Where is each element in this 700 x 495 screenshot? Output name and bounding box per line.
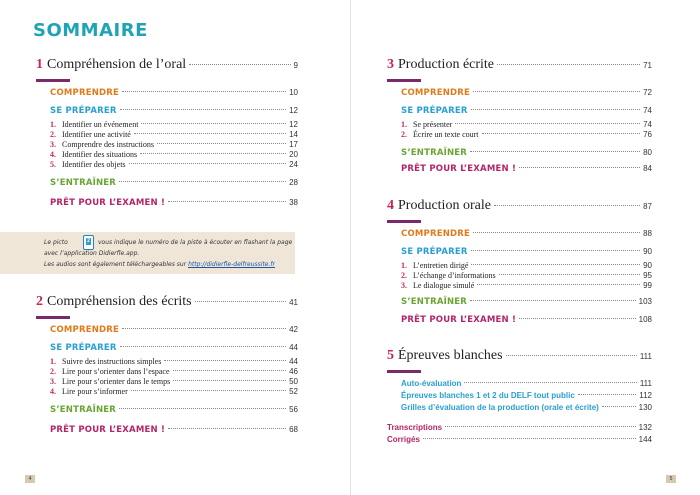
- page-title: SOMMAIRE: [33, 20, 148, 41]
- dot-leader: [122, 328, 286, 329]
- entry-label: Identifier une activité: [62, 130, 131, 139]
- section-title: Production écrite: [398, 57, 495, 72]
- phone-picto-icon: [83, 235, 94, 250]
- page-number: 52: [289, 387, 298, 396]
- page-number: 24: [289, 160, 298, 169]
- entry-number: 1.: [50, 120, 56, 129]
- toc-section-5: [387, 348, 652, 447]
- page-number: 38: [289, 198, 298, 207]
- toc-entry[interactable]: [387, 247, 652, 261]
- entry-label: L’entretien dirigé: [413, 261, 469, 270]
- entry-label: Écrire un texte court: [413, 130, 479, 139]
- entry-number: 2.: [401, 271, 407, 280]
- page-number: 90: [643, 261, 652, 270]
- dot-leader: [471, 250, 641, 251]
- entry-label: Identifier des objets: [62, 160, 126, 169]
- dot-leader: [131, 390, 286, 391]
- section-number: 5: [387, 348, 394, 363]
- entry-number: 4.: [50, 387, 56, 396]
- page-number: 20: [289, 150, 298, 159]
- page-number: 28: [289, 178, 298, 187]
- section-number: 2: [36, 294, 43, 309]
- dot-leader: [168, 428, 286, 429]
- dot-leader: [602, 406, 636, 407]
- entry-label: S’ENTRAÎNER: [401, 148, 468, 158]
- page-number: 95: [643, 271, 652, 280]
- section-title: Compréhension de l’oral: [47, 57, 187, 72]
- entry-label: COMPRENDRE: [50, 325, 120, 335]
- entry-number: 2.: [50, 367, 56, 376]
- dot-leader: [445, 426, 636, 427]
- entry-label: Grilles d’évaluation de la production (orale et écrite): [401, 403, 599, 412]
- note-line-1-start: Le picto: [44, 239, 68, 246]
- section-heading[interactable]: [387, 348, 652, 368]
- dot-leader: [471, 109, 641, 110]
- dot-leader: [455, 123, 640, 124]
- dot-leader: [477, 284, 640, 285]
- toc-entry[interactable]: [36, 377, 298, 387]
- page-number: 144: [638, 435, 652, 444]
- page-folio: 4: [25, 475, 35, 483]
- page-number: 68: [289, 425, 298, 434]
- page-number: 72: [643, 88, 652, 97]
- note-line-1-end: vous indique le numéro de la piste à écouter en flashant la page: [98, 239, 293, 246]
- dot-leader: [473, 91, 640, 92]
- page-number: 111: [639, 379, 652, 388]
- toc-entry[interactable]: [387, 391, 652, 403]
- page-number: 74: [643, 120, 652, 129]
- dot-leader: [499, 274, 641, 275]
- entry-label: Corrigés: [387, 435, 420, 444]
- entry-label: Suivre des instructions simples: [62, 357, 162, 366]
- toc-entry[interactable]: [387, 106, 652, 120]
- toc-section-1: [36, 57, 298, 212]
- toc-entry[interactable]: [36, 150, 298, 160]
- dot-leader: [173, 370, 287, 371]
- entry-number: 3.: [401, 281, 407, 290]
- toc-entry-transcriptions[interactable]: [387, 423, 652, 435]
- page-number: 88: [643, 229, 652, 238]
- page-number: 103: [638, 297, 652, 306]
- page-number: 56: [289, 405, 298, 414]
- section-title: Production orale: [398, 198, 491, 213]
- dot-leader: [464, 382, 636, 383]
- dot-leader: [470, 300, 636, 301]
- page-number: 46: [289, 367, 298, 376]
- dot-leader: [120, 109, 287, 110]
- page-number: 71: [643, 61, 652, 70]
- page-folio: 5: [666, 475, 676, 483]
- entry-label: PRÊT POUR L’EXAMEN !: [50, 425, 166, 435]
- entry-label: SE PRÉPARER: [50, 106, 117, 116]
- page-number: 10: [289, 88, 298, 97]
- dot-leader: [134, 133, 286, 134]
- entry-number: 2.: [50, 130, 56, 139]
- entry-label: Identifier un événement: [62, 120, 139, 129]
- entry-label: PRÊT POUR L’EXAMEN !: [50, 198, 166, 208]
- note-line-2: avec l’application Didierfle.app.: [44, 250, 140, 257]
- entry-number: 1.: [401, 120, 407, 129]
- section-heading[interactable]: [387, 57, 652, 77]
- toc-entry[interactable]: [36, 367, 298, 377]
- section-title: Épreuves blanches: [398, 348, 503, 363]
- entry-label: L’échange d’informations: [413, 271, 496, 280]
- page-number: 84: [643, 164, 652, 173]
- dot-leader: [423, 438, 636, 439]
- entry-number: 1.: [50, 357, 56, 366]
- entry-number: 3.: [50, 377, 56, 386]
- entry-number: 1.: [401, 261, 407, 270]
- entry-number: 3.: [50, 140, 56, 149]
- dot-leader: [141, 123, 286, 124]
- dot-leader: [578, 394, 636, 395]
- toc-entry[interactable]: [36, 120, 298, 130]
- page-number: 12: [289, 106, 298, 115]
- toc-entry[interactable]: [36, 325, 298, 339]
- entry-label: Lire pour s’informer: [62, 387, 128, 396]
- entry-label: SE PRÉPARER: [401, 247, 468, 257]
- page-number: 44: [289, 343, 298, 352]
- entry-label: Le dialogue simulé: [413, 281, 475, 290]
- page-number: 12: [289, 120, 298, 129]
- toc-entry[interactable]: [387, 261, 652, 271]
- toc-entry[interactable]: [36, 130, 298, 140]
- page-number: 87: [643, 202, 652, 211]
- toc-entry[interactable]: [36, 343, 298, 357]
- dot-leader: [129, 163, 287, 164]
- toc-entry[interactable]: [387, 281, 652, 291]
- dot-leader: [189, 64, 290, 65]
- toc-entry[interactable]: [36, 198, 298, 212]
- entry-label: Transcriptions: [387, 423, 443, 432]
- dot-leader: [119, 181, 286, 182]
- section-number: 1: [36, 57, 43, 72]
- page-number: 130: [638, 403, 652, 412]
- entry-label: Épreuves blanches 1 et 2 du DELF tout public: [401, 391, 575, 400]
- dot-leader: [119, 408, 286, 409]
- toc-entry[interactable]: [387, 229, 652, 243]
- entry-number: 5.: [50, 160, 56, 169]
- dot-leader: [173, 380, 286, 381]
- dot-leader: [519, 318, 636, 319]
- toc-entry[interactable]: [387, 315, 652, 329]
- dot-leader: [140, 153, 286, 154]
- toc-entry[interactable]: [36, 106, 298, 120]
- page-number: 14: [289, 130, 298, 139]
- entry-label: S’ENTRAÎNER: [50, 405, 117, 415]
- entry-label: Se présenter: [413, 120, 453, 129]
- toc-entry[interactable]: [387, 379, 652, 391]
- entry-label: PRÊT POUR L’EXAMEN !: [401, 164, 517, 174]
- entry-label: SE PRÉPARER: [401, 106, 468, 116]
- page-number: 112: [639, 391, 652, 400]
- toc-entry[interactable]: [387, 403, 652, 415]
- page-number: 80: [643, 148, 652, 157]
- entry-number: 2.: [401, 130, 407, 139]
- section-heading[interactable]: [387, 198, 652, 218]
- entry-label: Lire pour s’orienter dans le temps: [62, 377, 171, 386]
- dot-leader: [471, 264, 640, 265]
- entry-label: COMPRENDRE: [50, 88, 120, 98]
- page-number: 44: [289, 357, 298, 366]
- picto-track-label: 2: [87, 238, 90, 244]
- entry-label: PRÊT POUR L’EXAMEN !: [401, 315, 517, 325]
- entry-label: Identifier des situations: [62, 150, 138, 159]
- dot-leader: [164, 360, 286, 361]
- section-number: 4: [387, 198, 394, 213]
- page-number: 132: [638, 423, 652, 432]
- dot-leader: [470, 151, 640, 152]
- entry-label: SE PRÉPARER: [50, 343, 117, 353]
- section-heading[interactable]: [36, 57, 298, 77]
- toc-entry[interactable]: [36, 88, 298, 102]
- section-heading[interactable]: [36, 294, 298, 314]
- note-line-3: [44, 261, 275, 268]
- page-number: 74: [643, 106, 652, 115]
- toc-section-3: [387, 57, 652, 178]
- dot-leader: [120, 346, 287, 347]
- page-number: 111: [639, 352, 652, 361]
- dot-leader: [506, 355, 637, 356]
- dot-leader: [519, 167, 640, 168]
- entry-label: Comprendre des instructions: [62, 140, 154, 149]
- dot-leader: [122, 91, 286, 92]
- toc-entry[interactable]: [36, 140, 298, 150]
- toc-entry[interactable]: [387, 164, 652, 178]
- entry-label: S’ENTRAÎNER: [401, 297, 468, 307]
- section-number: 3: [387, 57, 394, 72]
- page-number: 9: [293, 61, 298, 70]
- entry-label: Lire pour s’orienter dans l’espace: [62, 367, 170, 376]
- page-number: 108: [638, 315, 652, 324]
- note-line-3-text: Les audios sont également téléchargeables sur: [44, 261, 187, 268]
- dot-leader: [157, 143, 286, 144]
- entry-label: COMPRENDRE: [401, 88, 471, 98]
- toc-section-2: [36, 294, 298, 439]
- entry-number: 4.: [50, 150, 56, 159]
- toc-entry[interactable]: [387, 130, 652, 140]
- toc-entry[interactable]: [387, 120, 652, 130]
- right-page: [350, 0, 700, 495]
- section-title: Compréhension des écrits: [47, 294, 192, 309]
- toc-entry[interactable]: [387, 297, 652, 311]
- page-number: 90: [643, 247, 652, 256]
- page-number: 50: [289, 377, 298, 386]
- toc-entry[interactable]: [387, 148, 652, 162]
- dot-leader: [168, 201, 286, 202]
- dot-leader: [473, 232, 640, 233]
- toc-entry[interactable]: [387, 271, 652, 281]
- dot-leader: [494, 205, 640, 206]
- toc-entry[interactable]: [387, 88, 652, 102]
- page-number: 42: [289, 325, 298, 334]
- audio-download-link[interactable]: http://didierfle-delfreussite.fr: [188, 261, 275, 268]
- toc-entry-corriges[interactable]: [387, 435, 652, 447]
- toc-entry[interactable]: [36, 387, 298, 397]
- page-number: 41: [289, 298, 298, 307]
- page-number: 99: [643, 281, 652, 290]
- toc-entry[interactable]: [36, 405, 298, 419]
- audio-note-box: [0, 232, 295, 274]
- page-number: 17: [289, 140, 298, 149]
- toc-entry[interactable]: [36, 357, 298, 367]
- entry-label: COMPRENDRE: [401, 229, 471, 239]
- entry-label: S’ENTRAÎNER: [50, 178, 117, 188]
- toc-entry[interactable]: [36, 425, 298, 439]
- toc-entry[interactable]: [36, 160, 298, 170]
- dot-leader: [497, 64, 640, 65]
- entry-label: Auto-évaluation: [401, 379, 462, 388]
- toc-section-4: [387, 198, 652, 329]
- page-number: 76: [643, 130, 652, 139]
- dot-leader: [482, 133, 641, 134]
- dot-leader: [195, 301, 286, 302]
- toc-entry[interactable]: [36, 178, 298, 192]
